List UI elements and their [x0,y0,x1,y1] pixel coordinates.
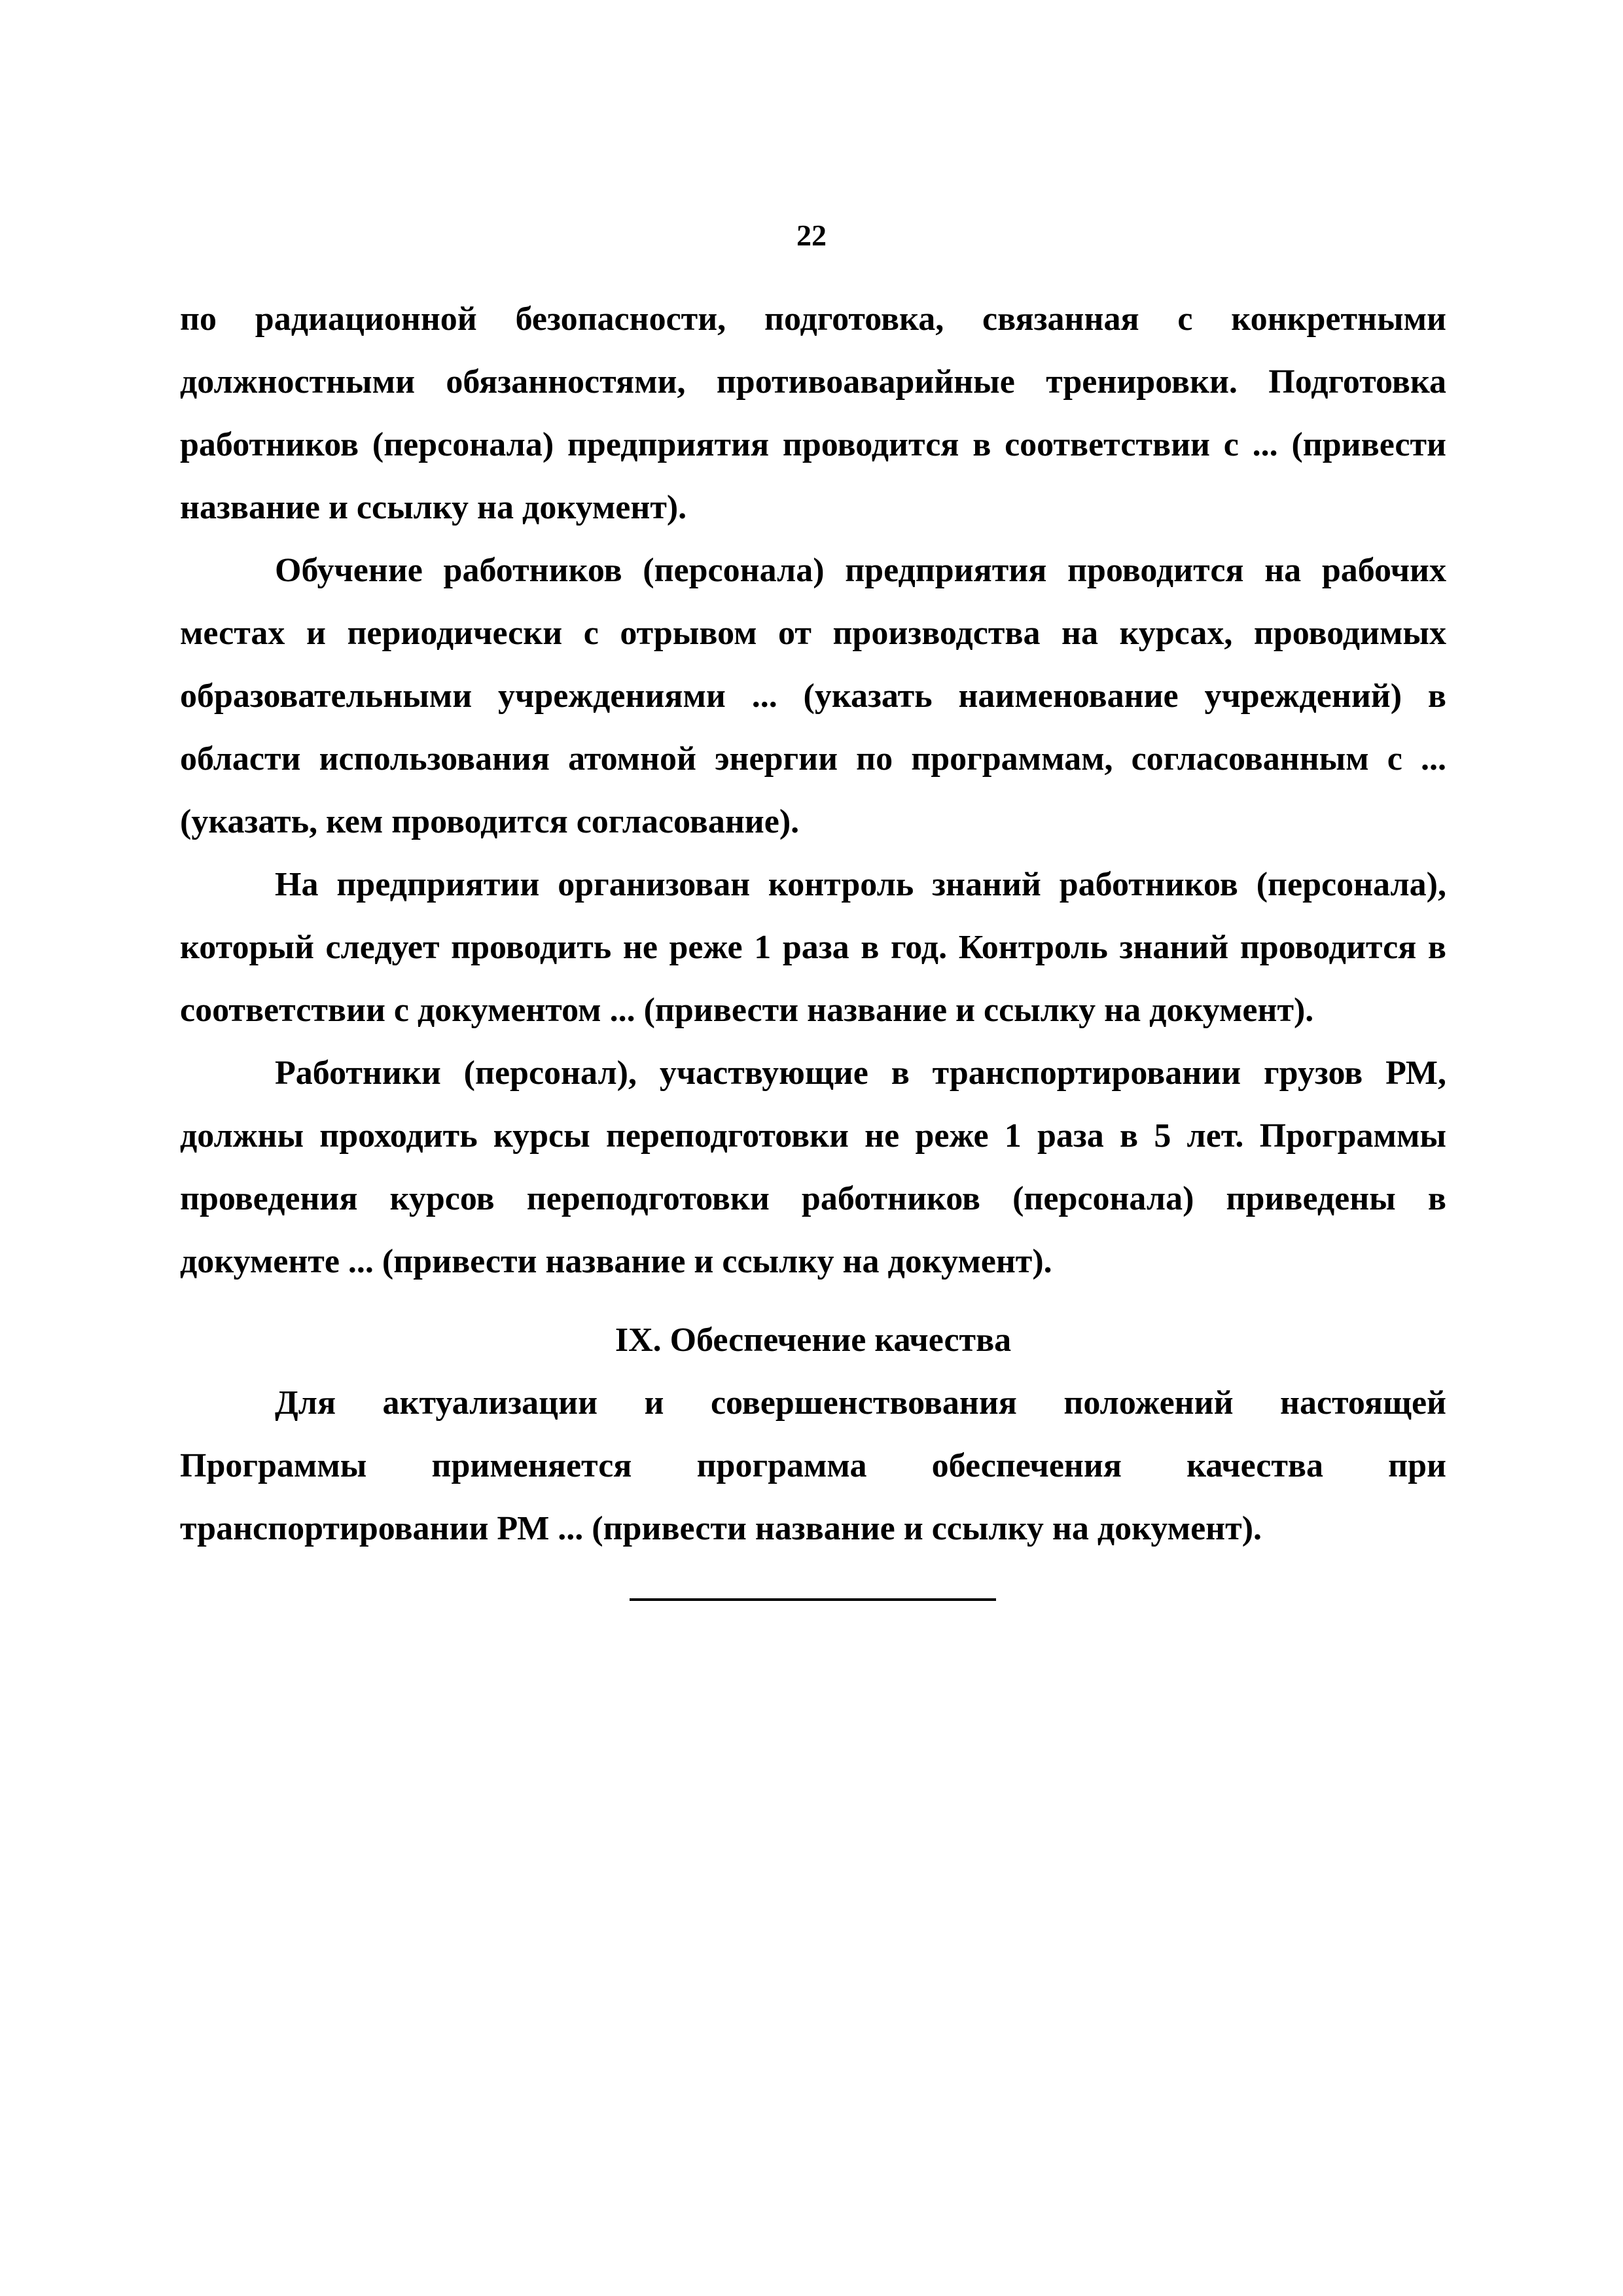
paragraph-radiation-safety: по радиационной безопасности, подготовка, связанная с конкретными должностными обязанностями, противоаварийные тренировки. Подготовка работников (персонала) предприятия проводится в соответствии с ... (привести название и ссылку на документ). [180,300,1446,526]
document-body [180,288,1446,1560]
paragraph-quality-assurance: Для актуализации и совершенствования положений настоящей Программы применяется программа обеспечения качества при транспортировании РМ ... (привести название и ссылку на документ). [180,1384,1446,1547]
paragraph-knowledge-control: На предприятии организован контроль знаний работников (персонала), который следует проводить не реже 1 раза в год. Контроль знаний проводится в соответствии с документом ... (привести название и ссылку на документ). [180,866,1446,1029]
page-number: 22 [796,219,827,252]
end-rule [630,1598,996,1601]
section-heading-quality: IX. Обеспечение качества [615,1321,1012,1359]
paragraph-training: Обучение работников (персонала) предприятия проводится на рабочих местах и периодически с отрывом от производства на курсах, проводимых образовательными учреждениями ... (указать наименование учреждений) в области использования атомной энергии по программам, согласованным с ... (указать, кем проводится согласование). [180,552,1446,840]
paragraph-retraining: Работники (персонал), участвующие в транспортировании грузов РМ, должны проходить курсы переподготовки не реже 1 раза в 5 лет. Программы проведения курсов переподготовки работников (персонала) приведены в документе ... (привести название и ссылку на документ). [180,1054,1446,1280]
